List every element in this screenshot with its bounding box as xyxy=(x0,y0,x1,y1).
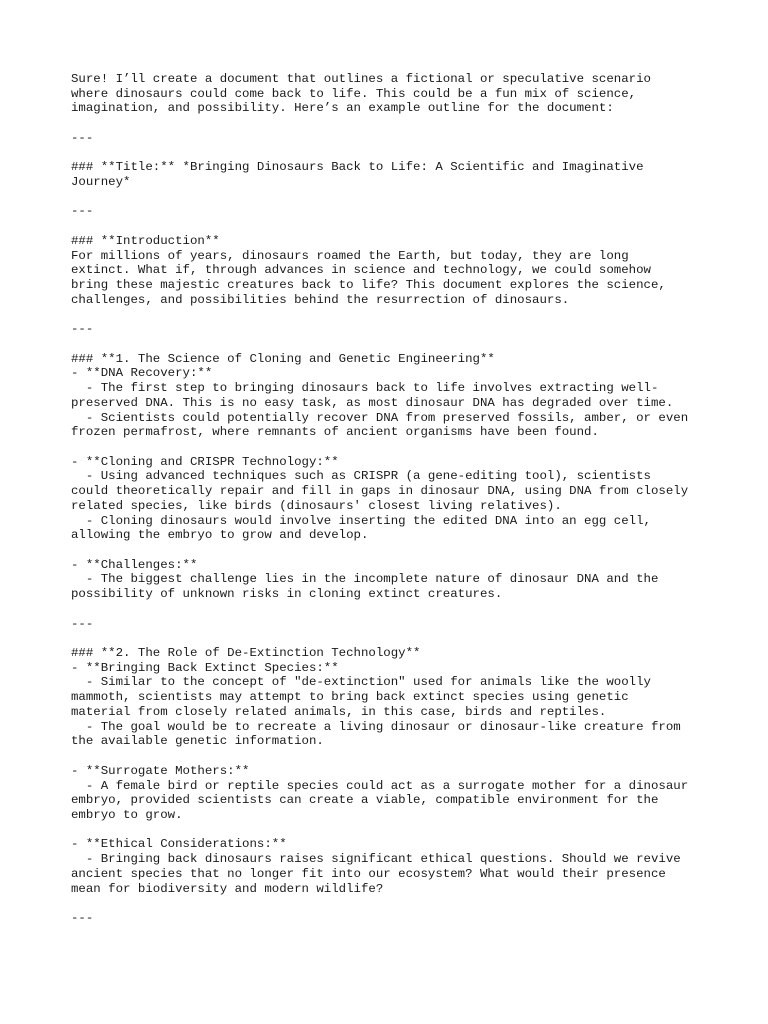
document-line xyxy=(71,440,711,455)
document-line: - **Cloning and CRISPR Technology:** xyxy=(71,454,339,469)
document-line: --- xyxy=(71,616,94,631)
document-line: embryo, provided scientists can create a viable, compatible environment for the xyxy=(71,793,659,808)
document-line: - **DNA Recovery:** xyxy=(71,366,213,381)
document-line: ancient species that no longer fit into our ecosystem? What would their presence xyxy=(71,866,666,881)
document-line: --- xyxy=(71,910,94,925)
document-line: - **Challenges:** xyxy=(71,557,198,572)
document-line: ### **Introduction** xyxy=(71,233,220,248)
document-line xyxy=(71,116,711,131)
document-line: - The biggest challenge lies in the incomplete nature of dinosaur DNA and the xyxy=(71,572,659,587)
document-line: mean for biodiversity and modern wildlife? xyxy=(71,881,384,896)
document-line: --- xyxy=(71,322,94,337)
document-line: --- xyxy=(71,204,94,219)
document-line xyxy=(71,190,711,205)
document-body xyxy=(71,72,711,926)
document-line: --- xyxy=(71,130,94,145)
document-line: - **Bringing Back Extinct Species:** xyxy=(71,660,339,675)
document-line: preserved DNA. This is no easy task, as most dinosaur DNA has degraded over time. xyxy=(71,395,674,410)
document-line: material from closely related animals, in this case, birds and reptiles. xyxy=(71,704,607,719)
document-line: - The first step to bringing dinosaurs back to life involves extracting well- xyxy=(71,381,659,396)
document-line: - Similar to the concept of "de-extinction" used for animals like the woolly xyxy=(71,675,651,690)
document-line: could theoretically repair and fill in gaps in dinosaur DNA, using DNA from closely xyxy=(71,484,689,499)
document-line: where dinosaurs could come back to life. This could be a fun mix of science, xyxy=(71,86,637,101)
document-line: - **Surrogate Mothers:** xyxy=(71,763,250,778)
document-line: allowing the embryo to grow and develop. xyxy=(71,528,369,543)
document-line: imagination, and possibility. Here’s an example outline for the document: xyxy=(71,101,614,116)
document-line xyxy=(71,823,711,838)
document-line xyxy=(71,749,711,764)
document-line xyxy=(71,219,711,234)
document-line: - Cloning dinosaurs would involve inserting the edited DNA into an egg cell, xyxy=(71,513,651,528)
document-line: - Bringing back dinosaurs raises significant ethical questions. Should we revive xyxy=(71,852,681,867)
document-line: embryo to grow. xyxy=(71,807,183,822)
document-line: - **Ethical Considerations:** xyxy=(71,837,287,852)
document-line: Journey* xyxy=(71,175,131,190)
document-line: For millions of years, dinosaurs roamed the Earth, but today, they are long xyxy=(71,248,629,263)
document-line: - Scientists could potentially recover DNA from preserved fossils, amber, or even xyxy=(71,410,689,425)
document-line: ### **Title:** *Bringing Dinosaurs Back to Life: A Scientific and Imaginative xyxy=(71,160,644,175)
document-line xyxy=(71,631,711,646)
document-line xyxy=(71,337,711,352)
document-line: frozen permafrost, where remnants of ancient organisms have been found. xyxy=(71,425,599,440)
document-line: - A female bird or reptile species could act as a surrogate mother for a dinosaur xyxy=(71,778,689,793)
document-line xyxy=(71,543,711,558)
document-line: bring these majestic creatures back to life? This document explores the science, xyxy=(71,278,666,293)
document-line xyxy=(71,308,711,323)
document-line xyxy=(71,896,711,911)
document-line: extinct. What if, through advances in science and technology, we could somehow xyxy=(71,263,651,278)
document-line: - Using advanced techniques such as CRISPR (a gene-editing tool), scientists xyxy=(71,469,651,484)
document-line xyxy=(71,146,711,161)
document-line: the available genetic information. xyxy=(71,734,324,749)
document-line: related species, like birds (dinosaurs' closest living relatives). xyxy=(71,498,562,513)
document-line: mammoth, scientists may attempt to bring back extinct species using genetic xyxy=(71,690,629,705)
document-line: challenges, and possibilities behind the resurrection of dinosaurs. xyxy=(71,292,570,307)
document-line: ### **1. The Science of Cloning and Genetic Engineering** xyxy=(71,351,495,366)
document-line: Sure! I’ll create a document that outlines a fictional or speculative scenario xyxy=(71,72,651,86)
document-line: ### **2. The Role of De-Extinction Technology** xyxy=(71,646,421,661)
document-line xyxy=(71,602,711,617)
document-line: possibility of unknown risks in cloning extinct creatures. xyxy=(71,587,503,602)
document-line: - The goal would be to recreate a living dinosaur or dinosaur-like creature from xyxy=(71,719,681,734)
